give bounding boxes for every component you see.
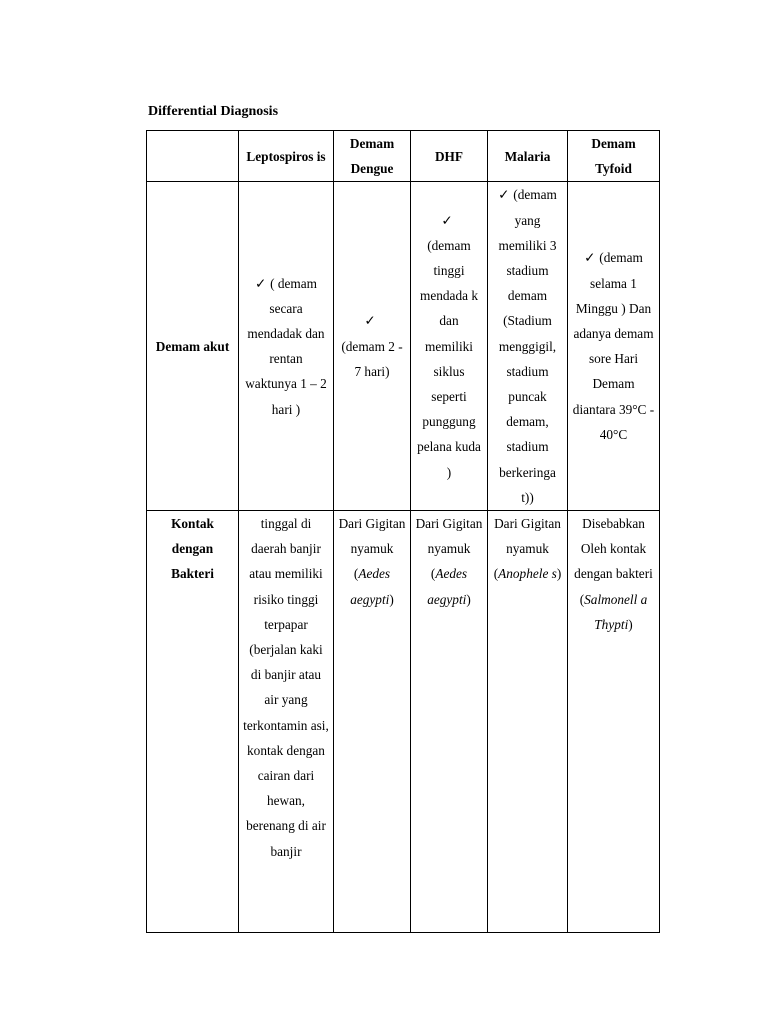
cell-text: (demam 2 - 7 hari) bbox=[341, 338, 403, 379]
cell-text: ( demam secara mendadak dan rentan waktunya 1 – 2 hari ) bbox=[245, 275, 327, 417]
differential-diagnosis-table bbox=[146, 130, 660, 933]
document-title: Differential Diagnosis bbox=[148, 104, 279, 119]
checkmark-icon: ✓ bbox=[498, 187, 510, 203]
cell-demam-tyfoid-demam bbox=[568, 182, 660, 511]
cell-text: Dari Gigitan nyamuk ( bbox=[338, 516, 406, 582]
cell-demam-dengue-kontak bbox=[334, 511, 411, 933]
cell-text-close: ) bbox=[628, 616, 633, 632]
cell-malaria-demam bbox=[488, 182, 568, 511]
species-name: Salmonell a Thypti bbox=[584, 591, 648, 632]
cell-malaria-kontak bbox=[488, 511, 568, 933]
header-cell-demam-dengue: Demam Dengue bbox=[334, 131, 411, 182]
table-header-row bbox=[147, 131, 660, 182]
checkmark-icon: ✓ bbox=[254, 275, 267, 291]
cell-text: Disebabkan Oleh kontak dengan bakteri ( bbox=[574, 516, 653, 607]
checkmark-icon: ✓ bbox=[364, 313, 376, 329]
species-name: Aedes aegypti bbox=[350, 566, 391, 607]
cell-leptospirosis-kontak bbox=[239, 511, 334, 933]
header-cell-dhf: DHF bbox=[411, 131, 488, 182]
cell-text: tinggal di daerah banjir atau memiliki risiko tinggi terpapar (berjalan kaki di banjir atau air yang terkontamin asi, kontak dengan cairan dari hewan, berenang di air banjir bbox=[243, 516, 329, 859]
header-cell-malaria: Malaria bbox=[488, 131, 568, 182]
cell-demam-dengue-demam bbox=[334, 182, 411, 511]
cell-text-close: ) bbox=[556, 566, 562, 582]
cell-text: Dari Gigitan nyamuk ( bbox=[493, 516, 561, 582]
cell-text: Dari Gigitan nyamuk ( bbox=[415, 516, 483, 582]
cell-text: (demam selama 1 Minggu ) Dan adanya demam sore Hari Demam diantara 39°C - 40°C bbox=[572, 250, 655, 442]
table-row-kontak-bakteri bbox=[147, 511, 660, 933]
header-cell-demam-tyfoid: Demam Tyfoid bbox=[568, 131, 660, 182]
cell-text-close: ) bbox=[389, 591, 394, 607]
row-label-kontak-bakteri: Kontak dengan Bakteri bbox=[147, 511, 239, 933]
checkmark-icon: ✓ bbox=[441, 212, 453, 228]
row-label-demam-akut: Demam akut bbox=[147, 182, 239, 511]
checkmark-icon: ✓ bbox=[584, 250, 596, 266]
header-cell-empty bbox=[147, 131, 239, 182]
cell-text: (demam tinggi mendada k dan memiliki siklus seperti punggung pelana kuda ) bbox=[417, 237, 481, 480]
cell-text: (demam yang memiliki 3 stadium demam (Stadium menggigil, stadium puncak demam, stadium berkeringa t)) bbox=[498, 187, 557, 505]
species-name: Anophele s bbox=[498, 566, 557, 582]
cell-leptospirosis-demam bbox=[239, 182, 334, 511]
header-cell-leptospirosis: Leptospiros is bbox=[239, 131, 334, 182]
cell-demam-tyfoid-kontak bbox=[568, 511, 660, 933]
cell-dhf-kontak bbox=[411, 511, 488, 933]
cell-dhf-demam bbox=[411, 182, 488, 511]
cell-text-close: ) bbox=[466, 591, 471, 607]
table-row-demam-akut bbox=[147, 182, 660, 511]
species-name: Aedes aegypti bbox=[427, 566, 468, 607]
